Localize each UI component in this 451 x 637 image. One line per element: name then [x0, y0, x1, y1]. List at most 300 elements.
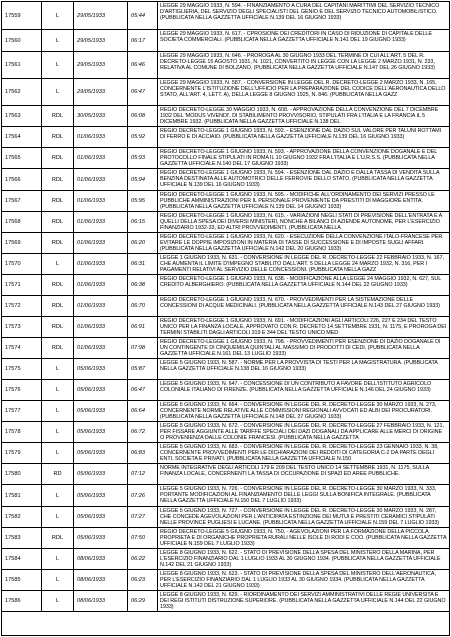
row-description-cell [158, 148, 449, 168]
row-id: 17562 [5, 88, 21, 95]
row-id: 17576 [5, 386, 21, 393]
table-row [2, 359, 449, 380]
row-date: 05/06/1933 [77, 365, 105, 372]
row-date: 01/06/1933 [77, 176, 105, 183]
row-number-cell [128, 275, 158, 295]
row-id: 17581 [5, 492, 21, 499]
row-id: 17564 [5, 133, 21, 140]
row-description-cell [158, 106, 449, 126]
table-row [2, 317, 449, 338]
row-date-cell [74, 296, 128, 316]
row-type: RDL [51, 197, 64, 204]
row-type-cell [42, 296, 74, 316]
row-description: REGIO DECRETO-LEGGE 5 GIUGNO 1933, N. 750. - AGEVOLAZIONI PER LA FORMAZIONE DELLA PICCOLA PROPRIETA E DI ORGANICHE PROPRIETA RURALI NELLE ISOLE DI RODI E COO. (PUBBLICATA NELLA GAZZETTA UFFICIALE N.159 DEL 7 LUGLIO 1933) [160, 529, 447, 548]
row-number-cell [128, 485, 158, 506]
row-type-cell [42, 338, 74, 358]
row-date-cell [74, 2, 128, 29]
row-date-cell [74, 464, 128, 484]
row-description-cell [158, 359, 449, 379]
row-date: 30/05/1933 [77, 112, 105, 119]
row-description-cell [158, 275, 449, 295]
row-id-cell [2, 254, 42, 274]
table-row [2, 212, 449, 233]
row-id: 17585 [5, 576, 21, 583]
row-type-cell [42, 127, 74, 147]
row-type-cell [42, 79, 74, 105]
row-description-cell [158, 254, 449, 274]
row-date: 01/06/1933 [77, 197, 105, 204]
row-date: 01/06/1933 [77, 239, 105, 246]
row-description-cell [158, 79, 449, 105]
row-number: 06:91 [131, 323, 145, 330]
row-date: 05/06/1933 [77, 407, 105, 414]
row-type-cell [42, 233, 74, 253]
row-number: 06:47 [131, 386, 145, 393]
row-date: 05/06/1933 [77, 470, 105, 477]
row-description: LEGGE 5 GIUGNO 1933, N. 587. - NORME PER LA PROVVISTA DI TESTI PER LA MAGISTRATURA. (PUBBLICATA NELLA GAZZETTA UFFICIALE N.138 DEL 16 GIUGNO 1933) [160, 360, 438, 373]
row-description: LEGGE 5 GIUGNO 1933, N. 664. - CONVERSIONE IN LEGGE DEL R. DECRETO-LEGGE 30 MARZO 1933, N. 273, CONCERNENTE NORME RELATIVE ALLE COMMISSIONI REGIONALI AVVOCATI ED ALBI DEI PROCURATORI. (PUBBLICATA NELLA GAZZETTA UFFICIALE N.148 DEL 27 GIUGNO 1933) [160, 402, 437, 421]
row-id-cell [2, 359, 42, 379]
row-description-cell [158, 30, 449, 51]
row-id-cell [2, 570, 42, 590]
row-date-cell [74, 212, 128, 232]
row-number-cell [128, 127, 158, 147]
row-description-cell [158, 549, 449, 569]
row-type: L [55, 428, 60, 435]
table-row [2, 169, 449, 191]
row-type: RDL [51, 218, 64, 225]
table-row [2, 30, 449, 52]
row-date: 01/06/1933 [77, 281, 105, 288]
row-id: 17560 [5, 37, 21, 44]
row-date: 08/06/1933 [77, 555, 105, 562]
row-number: 07:27 [131, 513, 145, 520]
row-description-cell [158, 169, 449, 190]
row-number-cell [128, 549, 158, 569]
row-type-cell [42, 401, 74, 421]
row-description-cell [158, 591, 449, 611]
row-number-cell [128, 254, 158, 274]
row-description-cell [158, 422, 449, 442]
row-number-cell [128, 507, 158, 527]
row-id: 17561 [5, 61, 21, 68]
row-type: L [55, 555, 60, 562]
row-date-cell [74, 380, 128, 400]
row-type: RDL [51, 176, 64, 183]
row-date-cell [74, 30, 128, 51]
row-number-cell [128, 169, 158, 190]
row-id: 17582 [5, 513, 21, 520]
table-row [2, 591, 449, 612]
row-type-cell [42, 30, 74, 51]
row-id: 17568 [5, 218, 21, 225]
row-description: REGIO DECRETO-LEGGE 1 GIUGNO 1933, N. 592. - ESENZIONE DAL DAZIO SUL VALORE PER TALUNI ROTTAMI DI FERRO E DI ACCIAIO. (PUBBLICATA NELLA GAZZETTA UFFICIALE N.139 DEL 16 GIUGNO 1933) [160, 128, 442, 141]
row-date-cell [74, 443, 128, 463]
row-number-cell [128, 2, 158, 29]
row-description: LEGGE 5 GIUGNO 1933, N. 672. - CONVERSIONE IN LEGGE DEL R. DECRETO-LEGGE 27 FEBBRAIO 1933, N. 121, PER FISSARE AGGIUNTE ALLE TARIFFE SPECIALI DEI DAZI DOGANALI DA APPLICARE ALLE MERCI DI ORIGINE O PROVENIENZA DALLE COLONIE FRANCESI. (PUBBLICATA NELLA GAZZETTA [160, 423, 444, 442]
row-number: 06:46 [131, 61, 145, 68]
row-id-cell [2, 401, 42, 421]
row-type: L [55, 61, 60, 68]
row-description-cell [158, 443, 449, 463]
row-type: RDL [51, 344, 64, 351]
row-id: 17577 [5, 407, 21, 414]
row-number: 07:12 [131, 470, 145, 477]
row-number: 07:26 [131, 492, 145, 499]
row-date: 05/06/1933 [77, 534, 105, 541]
row-date: 08/06/1933 [77, 597, 105, 604]
row-date: 29/05/1933 [77, 88, 105, 95]
row-type-cell [42, 317, 74, 337]
row-date-cell [74, 127, 128, 147]
row-id-cell [2, 296, 42, 316]
table-row [2, 570, 449, 591]
row-id-cell [2, 464, 42, 484]
row-number-cell [128, 338, 158, 358]
row-date-cell [74, 485, 128, 506]
row-number: 06:38 [131, 281, 145, 288]
row-type-cell [42, 191, 74, 211]
row-number-cell [128, 148, 158, 168]
row-type: RDL [51, 133, 64, 140]
row-number: 06:22 [131, 555, 145, 562]
row-type-cell [42, 106, 74, 126]
table-row [2, 485, 449, 507]
table-row [2, 148, 449, 169]
row-description: REGIO DECRETO-LEGGE 1 GIUGNO 1933, N. 615. - VARIAZIONI NEGLI STATI DI PREVISIONE DELL'ENTRATA E A QUELLI DELLA SPESA DEI DIVERSI MINISTERI, NONCHE A BILANCI DI AZIENDE AUTONOME, PER L'ESERCIZIO FINANZIARIO 1932-33, ED ALTRI PROVVEDIMENTI. (PUBBLICATA NELLA [160, 213, 442, 232]
row-number: 05:92 [131, 133, 145, 140]
row-id: 17578 [5, 428, 21, 435]
row-id-cell [2, 380, 42, 400]
row-id-cell [2, 169, 42, 190]
row-number-cell [128, 296, 158, 316]
row-number-cell [128, 591, 158, 611]
row-number: 06:23 [131, 576, 145, 583]
row-date-cell [74, 254, 128, 274]
row-number: 06:31 [131, 260, 145, 267]
row-type: L [55, 260, 60, 267]
row-id: 17586 [5, 597, 21, 604]
row-description: LEGGE 29 MAGGIO 1933, N. 594. - FINANZIAMENTO A CURA DEL CAPITANI MARITTIMI DEL SERVIZIO TECNICO D'ARTIGLIERIA, DEL SERVIZIO DEGLI SPECIALISTI DEL GENIO E DEL SERVIZIO TECNICO AUTOMOBILISTICO. (PUBBLICATA NELLA GAZZETTA UFFICIALE N.139 DEL 16 GIUGNO 1933) [160, 3, 440, 22]
row-id-cell [2, 52, 42, 78]
row-number-cell [128, 401, 158, 421]
row-date-cell [74, 275, 128, 295]
row-number: 06:08 [131, 112, 145, 119]
row-number: 05:87 [131, 365, 145, 372]
row-description-cell [158, 464, 449, 484]
row-description: LEGGE 5 GIUGNO 1933, N. 647. - CONCESSIONE DI UN CONTRIBUTO A FAVORE DELL'ISTITUTO AGRICOLO COLONIALE ITALIANO DI FIRENZE. (PUBBLICATA NELLA GAZZETTA UFFICIALE N.146 DEL 24 GIUGNO 1933) [160, 381, 432, 394]
row-type: L [55, 492, 60, 499]
laws-table [1, 1, 450, 636]
row-description-cell [158, 485, 449, 506]
row-type: RDL [51, 534, 64, 541]
row-id: 17567 [5, 197, 21, 204]
row-date: 05/06/1933 [77, 492, 105, 499]
row-description: LEGGE 29 MAGGIO 1933, N. 617. - CPROSIONE DEI CREDITORI IN CASO DI RIDUZIONE DI CAPITALE DELLE SOCIETA COMMERCIALI. (PUBBLICATA NELLA GAZZETTA UFFICIALE N.141 DEL 19 GIUGNO 1933) [160, 31, 432, 44]
row-description: REGIO DECRETO-LEGGE 1 GIUGNO 1933, N. 638. - MODIFICAZIONE ALLA LEGGE 24 MAGGIO 1932, N. 627, SUL CREDITO ALBERGHIERO. (PUBBLICATA NELLA GAZZETTA UFFICIALE N.144 DEL 22 GIUGNO 1933) [160, 276, 441, 289]
row-description-cell [158, 127, 449, 147]
row-description: REGIO DECRETO-LEGGE 1 GIUGNO 1933, N. 798. - PROVVEDIMENTI PER ESENZIONE DI DAZIO DOGANALE DI UN CONTINGENTE DI CINQUEMILA QUINTALI AL MASSIMO DI PRODOTTI DI CEDI. (PUBBLICATA NELLA GAZZETTA UFFICIALE N.161 DEL 13 LUGLIO 1933) [160, 339, 441, 358]
row-type-cell [42, 169, 74, 190]
row-description: LEGGE 5 GIUGNO 1933, N. 726. - CONVERSIONE IN LEGGE DEL R. DECRETO-LEGGE 30 MARZO 1933, N. 333, PORTANTE MODIFICAZIONI AL FINANZIAMENTO DELLE LEGGI SULLA BONIFICA INTEGRALE. (PUBBLICATA NELLA GAZZETTA UFFICIALE N.150 DEL 7 LUGLIO 1933) [160, 486, 437, 505]
row-date: 01/06/1933 [77, 154, 105, 161]
row-number-cell [128, 443, 158, 463]
row-id-cell [2, 591, 42, 611]
row-description: LEGGE 8 GIUGNO 1933, N. 623. - STATO DI PREVISIONE DELLA SPESA DEL MINISTERO DELL'AERONAUTICA, PER L'ESERCIZIO FINANZIARIO DAL 1 LUGLIO 1933 AL 30 GIUGNO 1934. (PUBBLICATA NELLA GAZZETTA UFFICIALE N.142 DEL 21 GIUGNO 1933) [160, 571, 436, 590]
row-date: 05/06/1933 [77, 449, 105, 456]
row-date: 08/06/1933 [77, 576, 105, 583]
table-row [2, 79, 449, 106]
row-type: L [55, 12, 60, 19]
row-type: L [55, 407, 60, 414]
row-type: RDL [51, 112, 64, 119]
row-type: RDL [51, 302, 64, 309]
row-id: 17569 [5, 239, 21, 246]
row-date-cell [74, 591, 128, 611]
row-number-cell [128, 528, 158, 548]
row-type-cell [42, 2, 74, 29]
row-type-cell [42, 52, 74, 78]
row-id: 17565 [5, 154, 21, 161]
row-number: 06:20 [131, 239, 145, 246]
row-date: 29/05/1933 [77, 37, 105, 44]
row-type: L [55, 365, 60, 372]
row-date: 01/06/1933 [77, 344, 105, 351]
row-id-cell [2, 30, 42, 51]
row-type: RD [53, 470, 62, 477]
row-description: REGIO DECRETO-LEGGE 1 GIUGNO 1933, N. 691. - MODIFICAZIONI AGLI ARTICOLI 226, 227 E 234 DEL TESTO UNICO PER LA FINANZA LOCALE, APPROVATO CON R. DECRETO 14 SETTEMBRE 1931, N. 1175, E PROROGA DEI TERMINI STABILITI DAGLI ARTICOLI 319 E 344 DEL TESTO UNICO MED [160, 318, 447, 337]
row-id-cell [2, 485, 42, 506]
row-description: REGIO DECRETO-LEGGE 1 GIUGNO 1933, N. 670. - PROVVEDIMENTI PER LA SISTEMAZIONE DELLE CONCESSIONI DI ACQUE MEDICINALI. (PUBBLICATA NELLA GAZZETTA UFFICIALE N.143 DEL 27 GIUGNO 1933) [160, 297, 440, 310]
row-id: 17575 [5, 365, 21, 372]
row-type-cell [42, 507, 74, 527]
row-date: 01/06/1933 [77, 218, 105, 225]
row-type-cell [42, 528, 74, 548]
row-type-cell [42, 212, 74, 232]
row-description-cell [158, 317, 449, 337]
row-number-cell [128, 212, 158, 232]
row-date-cell [74, 52, 128, 78]
row-number: 05:93 [131, 154, 145, 161]
row-description: LEGGE 8 GIUGNO 1933, N. 622. - STATO DI PREVISIONE DELLA SPESA DEL MINISTERO DELLA MARINA, PER L'ESERCIZIO FINANZIARIO DAL 1 LUGLIO 1933 AL 30 GIUGNO 1934. (PUBBLICATA NELLA GAZZETTA UFFICIALE N.142 DEL 21 GIUGNO 1933) [160, 550, 441, 569]
table-row [2, 191, 449, 212]
row-description-cell [158, 528, 449, 548]
row-id: 17559 [5, 12, 21, 19]
row-date-cell [74, 191, 128, 211]
row-id-cell [2, 528, 42, 548]
row-date-cell [74, 528, 128, 548]
row-date: 05/06/1933 [77, 428, 105, 435]
row-type: L [55, 88, 60, 95]
row-type-cell [42, 570, 74, 590]
row-number-cell [128, 191, 158, 211]
row-id-cell [2, 148, 42, 168]
row-description: REGIO DECRETO-LEGGE 1 GIUGNO 1933, N. 594. - ESENZIONE DAL DAZIO E DALLA TASSA DI VENDITA SULLA BENZINA DESTINATA ALLE AUTOMOTRICI DELLE FERROVIE DELLO STATO. (PUBBLICATA NELLA GAZZETTA UFFICIALE N.139 DEL 16 GIUGNO 1933) [160, 170, 440, 189]
table-row [2, 2, 449, 30]
row-number-cell [128, 106, 158, 126]
row-description-cell [158, 507, 449, 527]
row-description-cell [158, 570, 449, 590]
row-type: RDL [51, 239, 64, 246]
row-number-cell [128, 317, 158, 337]
row-id-cell [2, 275, 42, 295]
row-type-cell [42, 148, 74, 168]
row-type: L [55, 37, 60, 44]
row-id: 17574 [5, 344, 21, 351]
row-date: 29/05/1933 [77, 12, 105, 19]
row-date-cell [74, 507, 128, 527]
row-id-cell [2, 212, 42, 232]
row-type-cell [42, 443, 74, 463]
table-row [2, 380, 449, 401]
row-id: 17583 [5, 534, 21, 541]
row-date-cell [74, 549, 128, 569]
row-description-cell [158, 338, 449, 358]
row-description-cell [158, 191, 449, 211]
table-row [2, 338, 449, 359]
row-description-cell [158, 233, 449, 253]
row-description: LEGGE 8 GIUGNO 1933, N. 629. - RIORDINAMENTO DEI SERVIZI AMMINISTRATIVI DELLE REGIE UNIVERSITA E DEI REGI ISTITUTI DISTRUZIONE SUPERIORE. (PUBBLICATA NELLA GAZZETTA UFFICIALE N.144 DEL 22 GIUGNO 1933) [160, 592, 446, 611]
row-id-cell [2, 233, 42, 253]
row-number: 06:72 [131, 428, 145, 435]
table-row [2, 106, 449, 127]
row-id-cell [2, 2, 42, 29]
row-description: REGIO DECRETO-LEGGE 1 GIUGNO 1933, N. 593. - APPROVAZIONE DELLA CONVENZIONE DOGANALE E DEL PROTOCOLLO FINALE STIPULATI IN ROMA IL 10 GIUGNO 1932 FRA L'ITALIA E L'U.R.S.S. (PUBBLICATA NELLA GAZZETTA UFFICIALE N.140 DEL 17 GIUGNO 1933) [160, 149, 437, 168]
table-row [2, 296, 449, 317]
row-number-cell [128, 422, 158, 442]
row-id-cell [2, 338, 42, 358]
row-description-cell [158, 401, 449, 421]
row-description-cell [158, 2, 449, 29]
row-number: 05:95 [131, 197, 145, 204]
row-type: L [55, 386, 60, 393]
table-row [2, 52, 449, 79]
row-id: 17570 [5, 260, 21, 267]
row-date-cell [74, 106, 128, 126]
row-type-cell [42, 359, 74, 379]
table-row [2, 275, 449, 296]
row-type: RDL [51, 281, 64, 288]
row-number-cell [128, 570, 158, 590]
row-number: 05:94 [131, 176, 145, 183]
row-date-cell [74, 338, 128, 358]
row-type-cell [42, 549, 74, 569]
row-type-cell [42, 422, 74, 442]
row-id: 17579 [5, 449, 21, 456]
row-type-cell [42, 464, 74, 484]
row-id-cell [2, 106, 42, 126]
row-id-cell [2, 422, 42, 442]
row-description: REGIO DECRETO-LEGGE 1 GIUGNO 1933, N. 620. - ESECUZIONE DELLA CONVENZIONE ITALO-FRANCESE PER EVITARE LE DOPPIE IMPOSIZIONI IN MATERIA DI TASSE DI SUCCESSIONE E DI IMPOSTE SUGLI AFFARI. (PUBBLICATA NELLA GAZZETTA UFFICIALE N.142 DEL 20 GIUGNO 1933) [160, 234, 443, 253]
row-date: 01/06/1933 [77, 302, 105, 309]
row-date-cell [74, 422, 128, 442]
row-id: 17584 [5, 555, 21, 562]
row-type-cell [42, 591, 74, 611]
row-description: LEGGE 29 MAGGIO 1933, N. 587. - CONVERSIONE IN LEGGE DEL R. DECRETO-LEGGE 2 MARZO 1933, N. 165, CONCERNENTE L'ISTITUZIONE DELL'UFFICIO PER LA PREPARAZIONE DEL CODICE DELL'AERONAUTICA DELLO STATO, ALL'ART. 4, LETT. A), DELLA LEGGE 8 GIUGNO 1925, N. 846. (PUBBLICATA NELLA GAZZ [160, 80, 446, 99]
row-number-cell [128, 233, 158, 253]
table-row [2, 507, 449, 528]
row-date-cell [74, 317, 128, 337]
row-description-cell [158, 380, 449, 400]
row-number: 06:64 [131, 407, 145, 414]
row-id-cell [2, 443, 42, 463]
row-description-cell [158, 212, 449, 232]
table-row [2, 422, 449, 443]
row-date-cell [74, 401, 128, 421]
table-row [2, 127, 449, 148]
table-row [2, 233, 449, 254]
table-row [2, 443, 449, 464]
row-number-cell [128, 52, 158, 78]
row-type-cell [42, 380, 74, 400]
row-type-cell [42, 485, 74, 506]
row-date: 01/06/1933 [77, 133, 105, 140]
row-type: L [55, 449, 60, 456]
row-number: 06:47 [131, 88, 145, 95]
row-date-cell [74, 79, 128, 105]
row-description: LEGGE 5 GIUGNO 1933, N. 683. - CONVERSIONE IN LEGGE DEL R. DECRETO-LEGGE 23 GENNAIO 1933, N. 38, CONCERNENTE PROVVEDIMENTI PER LE DICHIARAZIONI DEI REDDITI DI CATEGORIA C-2 DA PARTE DEGLI ENTI, SOCIETA E PRIVATI. (PUBBLICATA NELLA GAZZETTA UFFICIALE N.150 [160, 444, 439, 463]
row-description-cell [158, 52, 449, 78]
row-description: LEGGE 1 GIUGNO 1933, N. 631. - CONVERSIONE IN LEGGE DEL R. DECRETO-LEGGE 22 FEBBRAIO 1933, N. 167, CHE AUMENTA IL LIMITE D'IMPEGNO STABILITO DALL'ART. 5 DELLA LEGGE 24 MARZO 1932, N. 316, PER I PAGAMENTI RELATIVI AL SERVIZIO DELLE CONCESSIONI. (PUBBLICATA NELLA GAZZ [160, 255, 444, 274]
table-row [2, 528, 449, 549]
row-type: RDL [51, 154, 64, 161]
row-number-cell [128, 30, 158, 51]
row-number: 06:15 [131, 218, 145, 225]
row-description: REGIO DECRETO-LEGGE 30 MAGGIO 1933, N. 608. - APPROVAZIONE DELLA CONVENZIONE DEL 7 DICEMBRE 1932 DEL 'MODUS VIVENDI', DI STABILIMENTO PROVVISORIO, STIPULATI FRA L'ITALIA E LA FRANCIA IL 5 DICEMBRE 1932. (PUBBLICATA NELLA GAZZETTA UFFICIALE N.138 DEL [160, 107, 439, 126]
row-id: 17571 [5, 281, 21, 288]
row-description-cell [158, 296, 449, 316]
row-type-cell [42, 275, 74, 295]
row-id: 17580 [5, 470, 21, 477]
row-type: L [55, 513, 60, 520]
row-number: 05:44 [131, 12, 145, 19]
row-number: 06:83 [131, 449, 145, 456]
row-date: 01/06/1933 [77, 260, 105, 267]
row-description: LEGGE 5 GIUGNO 1933, N. 727. - CONVERSIONE IN LEGGE DEL R. DECRETO-LEGGE 30 MARZO 1933, N. 287, CHE CONCEDE AGEVOLAZIONI PER L'ANTICIPATA ESTINZIONE DEI MUTUI E PRESTITI CERAMICI STIPULATI NELLE PROVINCE PUGLIESI E LUCANE. (PUBBLICATA NELLA GAZZETTA UFFICIALE N.159 DEL 7 LUGLIO 1933) [160, 508, 440, 527]
row-date-cell [74, 169, 128, 190]
row-date: 05/06/1933 [77, 386, 105, 393]
row-number: 07:50 [131, 534, 145, 541]
row-number-cell [128, 380, 158, 400]
row-id: 17566 [5, 176, 21, 183]
row-number-cell [128, 359, 158, 379]
row-date: 01/06/1933 [77, 323, 105, 330]
row-number: 06:29 [131, 597, 145, 604]
row-type: L [55, 597, 60, 604]
row-number: 06:70 [131, 302, 145, 309]
row-id-cell [2, 127, 42, 147]
row-description: NORME INTEGRATIVE DEGLI ARTICOLI 179 E 209 DEL TESTO UNICO 14 SETTEMBRE 1931, N. 1175, SULLA FINANZA LOCALE, CONCERNENTI LA TASSA DI OCCUPAZIONE DI SPAZI ED AREE PUBBLICHE. [160, 465, 429, 478]
table-row [2, 549, 449, 570]
row-number-cell [128, 464, 158, 484]
row-type: RDL [51, 323, 64, 330]
row-id: 17573 [5, 323, 21, 330]
row-number-cell [128, 79, 158, 105]
row-id-cell [2, 317, 42, 337]
row-date-cell [74, 359, 128, 379]
row-id-cell [2, 79, 42, 105]
row-number: 07:98 [131, 344, 145, 351]
row-date-cell [74, 148, 128, 168]
table-row [2, 401, 449, 422]
table-row [2, 464, 449, 485]
row-number: 06:17 [131, 37, 145, 44]
row-type-cell [42, 254, 74, 274]
row-id-cell [2, 191, 42, 211]
row-date: 29/05/1933 [77, 61, 105, 68]
row-date-cell [74, 233, 128, 253]
row-id: 17563 [5, 112, 21, 119]
